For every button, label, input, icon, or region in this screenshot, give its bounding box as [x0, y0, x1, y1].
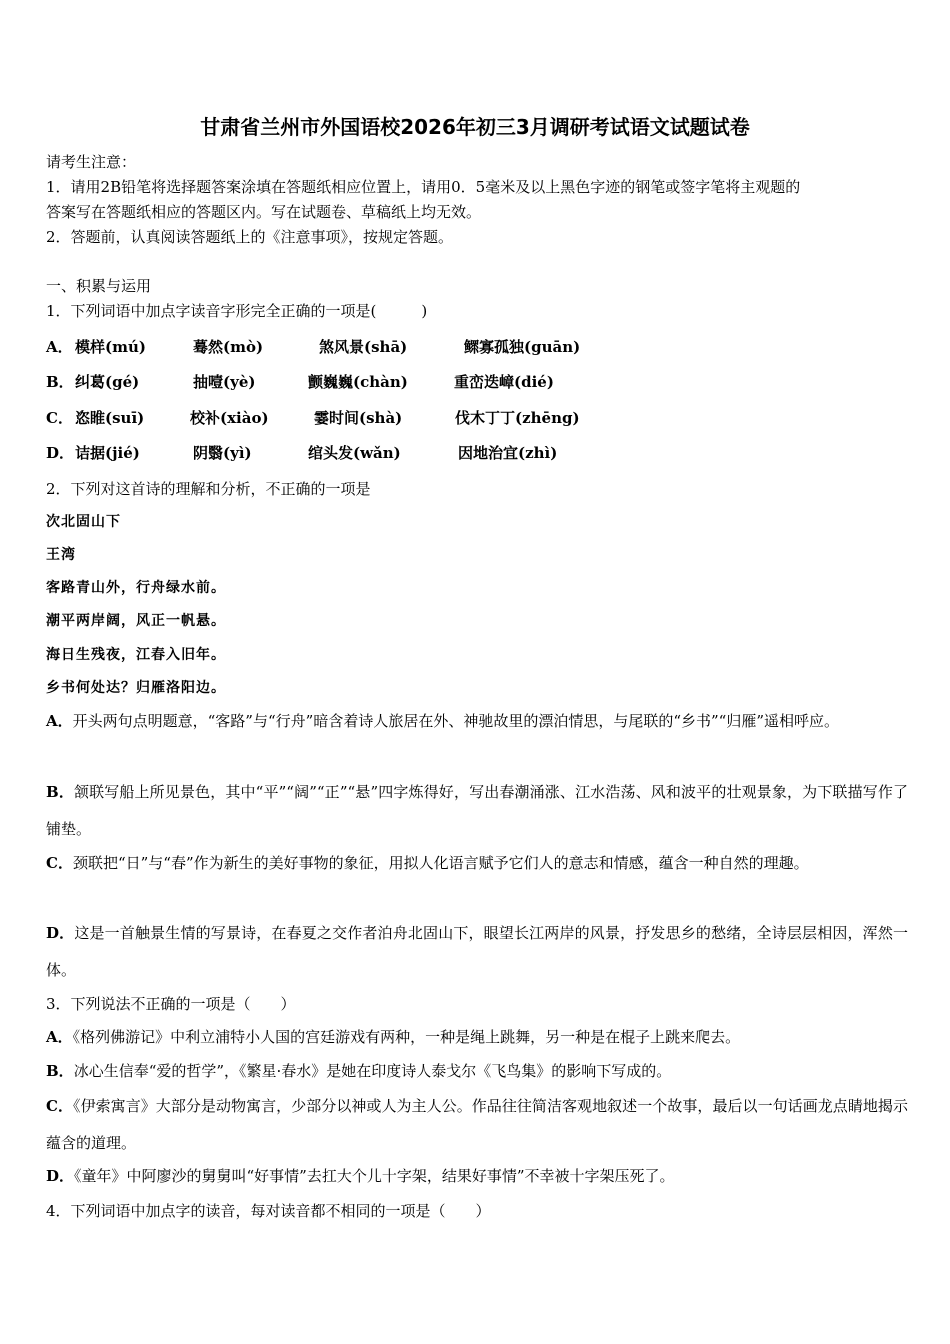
- notice-item-1-line-2: 答案写在答题纸相应的答题区内。写在试题卷、草稿纸上均无效。: [46, 203, 482, 221]
- notice-item-1-line-1: 1．请用2B铅笔将选择题答案涂填在答题纸相应位置上，请用0．5毫米及以上黑色字迹的钢笔或签字笔将主观题的: [46, 178, 801, 196]
- question-3-stem: 3．下列说法不正确的一项是（ ）: [46, 995, 296, 1013]
- option-word-4: 伐木丁丁(zhēng): [455, 409, 580, 427]
- option-label: A．: [46, 338, 73, 356]
- option-word-3: 煞风景(shā): [319, 338, 408, 356]
- notice-heading: 请考生注意：: [46, 153, 137, 171]
- option-label: A．: [46, 712, 73, 730]
- poem-title: 次北固山下: [46, 514, 121, 530]
- poem-author: 王湾: [46, 547, 76, 563]
- option-label: B．: [46, 783, 74, 801]
- option-label: D．: [46, 444, 75, 462]
- question-3-option-d: [46, 1158, 908, 1195]
- option-label: D．: [46, 924, 75, 942]
- option-word-4: 重峦迭嶂(dié): [454, 373, 554, 391]
- poem-line: 客路青山外，行舟绿水前。: [46, 580, 226, 596]
- option-word-3: 颤巍巍(chàn): [308, 373, 408, 391]
- option-word-2: 阴翳(yì): [193, 444, 252, 462]
- option-label: D．: [46, 1167, 75, 1185]
- poem-line: 海日生残夜，江春入旧年。: [46, 647, 226, 663]
- option-label: C．: [46, 1097, 74, 1115]
- option-word-1: 纠葛(gé): [75, 373, 140, 391]
- question-3-option-a: [46, 1019, 908, 1056]
- option-word-1: 模样(mú): [75, 338, 146, 356]
- question-2-option-d: [46, 915, 908, 989]
- question-2-stem: 2．下列对这首诗的理解和分析，不正确的一项是: [46, 480, 371, 498]
- option-word-1: 恣睢(suī): [75, 409, 145, 427]
- section-heading: 一、积累与运用: [46, 277, 152, 295]
- notice-item-2: 2．答题前，认真阅读答题纸上的《注意事项》，按规定答题。: [46, 228, 454, 246]
- question-1-option-a: [46, 337, 926, 357]
- option-text: 颔联写船上所见景色，其中“平”“阔”“正”“悬”四字炼得好，写出春潮涌涨、江水浩荡、风和波平的壮观景象，为下联描写作了铺垫。: [46, 783, 908, 838]
- poem-line: 潮平两岸阔，风正一帆悬。: [46, 613, 226, 629]
- page-title: 甘肃省兰州市外国语校2026年初三3月调研考试语文试题试卷: [200, 115, 750, 139]
- option-word-2: 蓦然(mò): [193, 338, 264, 356]
- question-1-option-b: [46, 372, 926, 392]
- option-text: 《格列佛游记》中利立浦特小人国的宫廷游戏有两种，一种是绳上跳舞，另一种是在棍子上跳来爬去。: [72, 1028, 741, 1046]
- poem-line: 乡书何处达？归雁洛阳边。: [46, 680, 226, 696]
- option-word-2: 校补(xiào): [190, 409, 269, 427]
- question-2-option-c: [46, 845, 908, 882]
- question-2-option-a: [46, 703, 908, 740]
- option-label: B．: [46, 1062, 74, 1080]
- option-word-2: 抽噎(yè): [193, 373, 256, 391]
- option-word-4: 因地治宜(zhì): [458, 444, 558, 462]
- question-4-stem: 4．下列词语中加点字的读音，每对读音都不相同的一项是（ ）: [46, 1202, 491, 1220]
- question-3-option-c: [46, 1088, 908, 1162]
- option-label: A．: [46, 1028, 73, 1046]
- question-1-stem: 1．下列词语中加点字读音字形完全正确的一项是( ): [46, 302, 428, 320]
- option-text: 《伊索寓言》大部分是动物寓言，少部分以神或人为主人公。作品往往简洁客观地叙述一个故事，最后以一句话画龙点睛地揭示蕴含的道理。: [46, 1097, 908, 1152]
- option-word-1: 诘据(jié): [75, 444, 140, 462]
- question-3-option-b: [46, 1053, 908, 1090]
- option-text: 《童年》中阿廖沙的舅舅叫“好事情”去扛大个儿十字架，结果好事情”不幸被十字架压死了。: [74, 1167, 675, 1185]
- question-1-option-c: [46, 408, 926, 428]
- option-label: C．: [46, 409, 73, 427]
- option-text: 开头两句点明题意，“客路”与“行舟”暗含着诗人旅居在外、神驰故里的漂泊情思，与尾联的“乡书”“归雁”遥相呼应。: [72, 712, 839, 730]
- option-word-3: 绾头发(wǎn): [308, 444, 401, 462]
- option-word-3: 霎时间(shà): [314, 409, 403, 427]
- option-text: 这是一首触景生情的写景诗，在春夏之交作者泊舟北固山下，眼望长江两岸的风景，抒发思乡的愁绪，全诗层层相因，浑然一体。: [46, 924, 908, 979]
- option-text: 颈联把“日”与“春”作为新生的美好事物的象征，用拟人化语言赋予它们人的意志和情感，蕴含一种自然的理趣。: [72, 854, 809, 872]
- option-label: C．: [46, 854, 73, 872]
- question-1-option-d: [46, 443, 926, 463]
- option-text: 冰心生信奉“爱的哲学”，《繁星·春水》是她在印度诗人泰戈尔《飞鸟集》的影响下写成的。: [73, 1062, 672, 1080]
- option-word-4: 鳏寡孤独(guān): [464, 338, 581, 356]
- option-label: B．: [46, 373, 74, 391]
- question-2-option-b: [46, 774, 908, 848]
